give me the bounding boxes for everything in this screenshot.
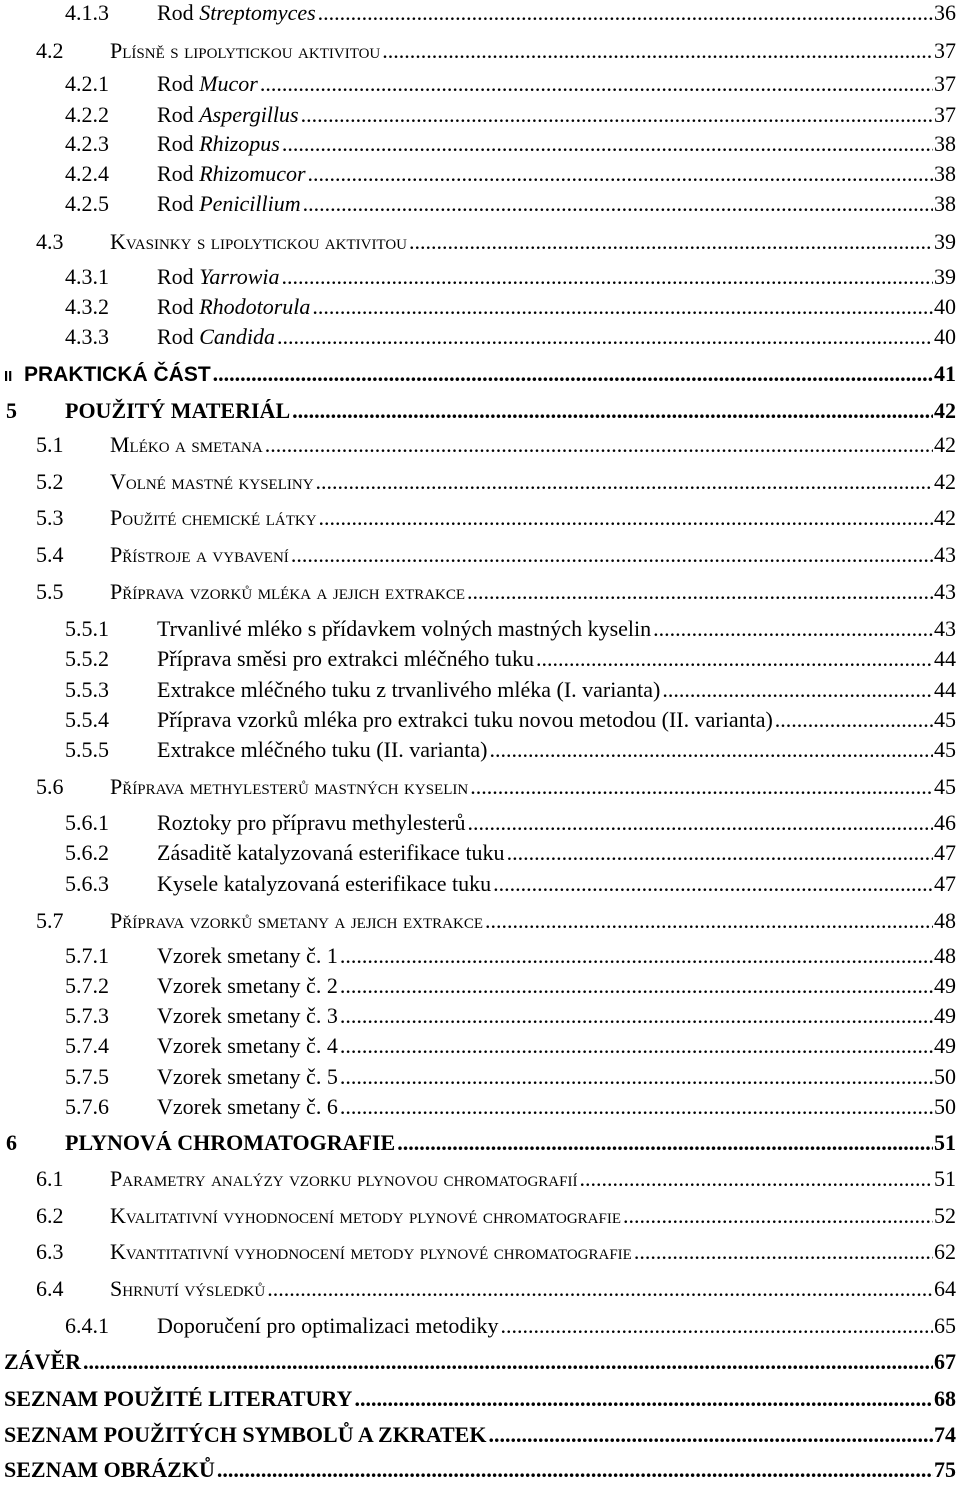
- entry-number: 4.2.2: [65, 102, 109, 127]
- toc-entry[interactable]: [0, 705, 960, 735]
- dot-leader: [301, 100, 933, 130]
- entry-page: 39: [934, 264, 956, 289]
- toc-entry[interactable]: [0, 159, 960, 189]
- entry-number: 4.3.2: [65, 294, 109, 319]
- dot-leader: [354, 1384, 933, 1414]
- dot-leader: [217, 1455, 933, 1485]
- dot-leader: [501, 1311, 933, 1341]
- toc-entry[interactable]: [0, 644, 960, 674]
- entry-title: Přístroje a vybavení: [110, 542, 289, 567]
- dot-leader: [291, 540, 933, 570]
- entry-title: SEZNAM POUŽITÉ LITERATURY: [4, 1386, 353, 1411]
- toc-entry[interactable]: [0, 322, 960, 352]
- entry-number: 6.4.1: [65, 1313, 109, 1338]
- entry-page: 49: [934, 1003, 956, 1028]
- chapter-number: 5: [6, 398, 17, 423]
- dot-leader: [292, 396, 933, 426]
- entry-page: 68: [934, 1386, 956, 1411]
- dot-leader: [277, 322, 933, 352]
- toc-entry[interactable]: [0, 503, 960, 533]
- entry-title: Rod Aspergillus: [157, 102, 299, 127]
- entry-page: 43: [934, 616, 956, 641]
- entry-number: 5.5.2: [65, 646, 109, 671]
- entry-number: 5.4: [36, 542, 64, 567]
- dot-leader: [493, 869, 933, 899]
- dot-leader: [397, 1128, 933, 1158]
- entry-number: 5.5.5: [65, 737, 109, 762]
- dot-leader: [282, 129, 933, 159]
- entry-number: 5.7.2: [65, 973, 109, 998]
- entry-page: 52: [934, 1203, 956, 1228]
- entry-number: 5.2: [36, 469, 64, 494]
- dot-leader: [536, 644, 933, 674]
- dot-leader: [282, 262, 934, 292]
- entry-number: 5.7.1: [65, 943, 109, 968]
- entry-page: 36: [934, 0, 956, 25]
- entry-number: 5.3: [36, 505, 64, 530]
- entry-page: 37: [934, 38, 956, 63]
- entry-title: Volné mastné kyseliny: [110, 469, 314, 494]
- dot-leader: [260, 69, 933, 99]
- entry-title: Použité chemické látky: [110, 505, 317, 530]
- entry-page: 41: [934, 361, 956, 386]
- dot-leader: [485, 906, 933, 936]
- toc-entry[interactable]: [0, 1274, 960, 1304]
- toc-entry[interactable]: [0, 614, 960, 644]
- toc-entry[interactable]: [0, 1201, 960, 1231]
- entry-number: 6.4: [36, 1276, 64, 1301]
- entry-number: 4.1.3: [65, 0, 109, 25]
- entry-page: 40: [934, 324, 956, 349]
- entry-page: 49: [934, 1033, 956, 1058]
- dot-leader: [775, 705, 933, 735]
- entry-title: Vzorek smetany č. 4: [157, 1033, 338, 1058]
- toc-entry[interactable]: [0, 735, 960, 765]
- toc-entry[interactable]: [0, 467, 960, 497]
- dot-leader: [623, 1201, 933, 1231]
- entry-number: 5.7.3: [65, 1003, 109, 1028]
- toc-entry[interactable]: [0, 1062, 960, 1092]
- toc-entry[interactable]: [0, 577, 960, 607]
- toc-entry[interactable]: [0, 675, 960, 705]
- toc-entry[interactable]: [0, 838, 960, 868]
- entry-number: 6.1: [36, 1166, 64, 1191]
- toc-entry[interactable]: [0, 0, 960, 28]
- entry-page: 51: [934, 1166, 956, 1191]
- entry-title: Kvantitativní vyhodnocení metody plynové chromatografie: [110, 1239, 632, 1264]
- toc-chapter-entry[interactable]: [0, 1420, 960, 1450]
- entry-page: 50: [934, 1064, 956, 1089]
- toc-chapter-entry[interactable]: [0, 1455, 960, 1485]
- entry-title: Příprava vzorků smetany a jejich extrakce: [110, 908, 484, 933]
- dot-leader: [83, 1347, 933, 1377]
- toc-chapter-entry[interactable]: [0, 396, 960, 426]
- entry-title: SEZNAM OBRÁZKŮ: [4, 1457, 215, 1482]
- toc-entry[interactable]: [0, 227, 960, 257]
- entry-title: Příprava vzorků mléka a jejich extrakce: [110, 579, 466, 604]
- entry-title: Vzorek smetany č. 2: [157, 973, 338, 998]
- toc-entry[interactable]: [0, 292, 960, 322]
- toc-entry[interactable]: [0, 1031, 960, 1061]
- entry-page: 45: [934, 737, 956, 762]
- entry-page: 47: [934, 840, 956, 865]
- entry-number: 4.3.3: [65, 324, 109, 349]
- dot-leader: [340, 1092, 933, 1122]
- dot-leader: [316, 467, 933, 497]
- entry-page: 74: [934, 1422, 956, 1447]
- entry-page: 46: [934, 810, 956, 835]
- toc-entry[interactable]: [0, 540, 960, 570]
- toc-entry[interactable]: [0, 1311, 960, 1341]
- entry-page: 38: [934, 191, 956, 216]
- dot-leader: [470, 772, 933, 802]
- dot-leader: [488, 1420, 933, 1450]
- entry-page: 44: [934, 677, 956, 702]
- entry-number: 5.6.2: [65, 840, 109, 865]
- entry-number: 5.6: [36, 774, 64, 799]
- entry-number: 4.3.1: [65, 264, 109, 289]
- entry-number: 5.7.4: [65, 1033, 109, 1058]
- toc-entry[interactable]: [0, 971, 960, 1001]
- entry-title: Extrakce mléčného tuku (II. varianta): [157, 737, 488, 762]
- entry-title: Příprava vzorků mléka pro extrakci tuku novou metodou (II. varianta): [157, 707, 773, 732]
- entry-title: Kvalitativní vyhodnocení metody plynové chromatografie: [110, 1203, 622, 1228]
- entry-title: Vzorek smetany č. 1: [157, 943, 338, 968]
- entry-number: 5.5.3: [65, 677, 109, 702]
- entry-number: 4.2: [36, 38, 64, 63]
- entry-page: 42: [934, 432, 956, 457]
- entry-title: Rod Mucor: [157, 71, 258, 96]
- dot-leader: [579, 1164, 933, 1194]
- entry-title: Doporučení pro optimalizaci metodiky: [157, 1313, 499, 1338]
- entry-page: 39: [934, 229, 956, 254]
- entry-number: 4.2.1: [65, 71, 109, 96]
- entry-title: Rod Rhizomucor: [157, 161, 306, 186]
- dot-leader: [653, 614, 933, 644]
- entry-title: Rod Yarrowia: [157, 264, 280, 289]
- toc-entry[interactable]: [0, 869, 960, 899]
- dot-leader: [265, 430, 933, 460]
- entry-page: 38: [934, 161, 956, 186]
- dot-leader: [489, 735, 933, 765]
- part-number: II: [4, 368, 13, 385]
- dot-leader: [340, 1001, 933, 1031]
- dot-leader: [382, 36, 933, 66]
- entry-page: 51: [934, 1130, 956, 1155]
- entry-page: 42: [934, 505, 956, 530]
- entry-number: 5.5: [36, 579, 64, 604]
- entry-page: 47: [934, 871, 956, 896]
- dot-leader: [634, 1237, 933, 1267]
- entry-page: 45: [934, 774, 956, 799]
- dot-leader: [213, 359, 933, 389]
- toc-entry[interactable]: [0, 69, 960, 99]
- entry-title: Rod Candida: [157, 324, 275, 349]
- entry-title: Vzorek smetany č. 3: [157, 1003, 338, 1028]
- entry-number: 4.3: [36, 229, 64, 254]
- entry-page: 42: [934, 469, 956, 494]
- entry-title: Kvasinky s lipolytickou aktivitou: [110, 229, 407, 254]
- entry-page: 48: [934, 943, 956, 968]
- toc-entry[interactable]: [0, 808, 960, 838]
- entry-title: Rod Streptomyces: [157, 0, 316, 25]
- toc-entry[interactable]: [0, 129, 960, 159]
- toc-chapter-entry[interactable]: [0, 1384, 960, 1414]
- entry-title: Shrnutí výsledků: [110, 1276, 266, 1301]
- dot-leader: [312, 292, 933, 322]
- entry-title: Vzorek smetany č. 6: [157, 1094, 338, 1119]
- entry-title: PRAKTICKÁ ČÁST: [24, 363, 211, 386]
- dot-leader: [319, 503, 933, 533]
- entry-page: 67: [934, 1349, 956, 1374]
- entry-number: 5.7.6: [65, 1094, 109, 1119]
- dot-leader: [409, 227, 933, 257]
- toc-entry[interactable]: [0, 189, 960, 219]
- entry-page: 44: [934, 646, 956, 671]
- entry-number: 5.7: [36, 908, 64, 933]
- entry-page: 42: [934, 398, 956, 423]
- entry-page: 37: [934, 71, 956, 96]
- dot-leader: [340, 1062, 933, 1092]
- toc-chapter-entry[interactable]: [0, 1128, 960, 1158]
- entry-title: POUŽITÝ MATERIÁL: [65, 398, 291, 423]
- entry-title: Příprava methylesterů mastných kyselin: [110, 774, 469, 799]
- entry-page: 48: [934, 908, 956, 933]
- entry-page: 50: [934, 1094, 956, 1119]
- entry-title: Parametry analýzy vzorku plynovou chromatografií: [110, 1166, 578, 1191]
- entry-page: 45: [934, 707, 956, 732]
- entry-number: 4.2.5: [65, 191, 109, 216]
- entry-title: Roztoky pro přípravu methylesterů: [157, 810, 466, 835]
- entry-page: 37: [934, 102, 956, 127]
- entry-title: Trvanlivé mléko s přídavkem volných mastných kyselin: [157, 616, 652, 641]
- entry-title: Extrakce mléčného tuku z trvanlivého mléka (I. varianta): [157, 677, 661, 702]
- entry-number: 5.5.1: [65, 616, 109, 641]
- entry-title: Kysele katalyzovaná esterifikace tuku: [157, 871, 492, 896]
- entry-title: Rod Rhizopus: [157, 131, 280, 156]
- toc-entry[interactable]: [0, 1164, 960, 1194]
- entry-title: Rod Penicillium: [157, 191, 301, 216]
- entry-number: 5.1: [36, 432, 64, 457]
- entry-page: 40: [934, 294, 956, 319]
- entry-number: 6.3: [36, 1239, 64, 1264]
- toc-part-entry[interactable]: [0, 359, 960, 389]
- chapter-number: 6: [6, 1130, 17, 1155]
- toc-entry[interactable]: [0, 100, 960, 130]
- toc-entry[interactable]: [0, 1001, 960, 1031]
- entry-title: Rod Rhodotorula: [157, 294, 311, 319]
- dot-leader: [507, 838, 933, 868]
- dot-leader: [308, 159, 933, 189]
- entry-page: 38: [934, 131, 956, 156]
- entry-title: Mléko a smetana: [110, 432, 263, 457]
- toc-entry[interactable]: [0, 262, 960, 292]
- dot-leader: [340, 1031, 933, 1061]
- entry-number: 5.6.3: [65, 871, 109, 896]
- toc-entry[interactable]: [0, 430, 960, 460]
- entry-page: 49: [934, 973, 956, 998]
- entry-page: 62: [934, 1239, 956, 1264]
- dot-leader: [318, 0, 933, 28]
- dot-leader: [662, 675, 933, 705]
- entry-number: 5.5.4: [65, 707, 109, 732]
- dot-leader: [467, 577, 933, 607]
- entry-number: 5.7.5: [65, 1064, 109, 1089]
- dot-leader: [267, 1274, 933, 1304]
- toc-entry[interactable]: [0, 1092, 960, 1122]
- dot-leader: [340, 941, 933, 971]
- dot-leader: [303, 189, 933, 219]
- entry-title: Zásaditě katalyzovaná esterifikace tuku: [157, 840, 505, 865]
- entry-title: Vzorek smetany č. 5: [157, 1064, 338, 1089]
- entry-page: 64: [934, 1276, 956, 1301]
- entry-title: Plísně s lipolytickou aktivitou: [110, 38, 381, 63]
- entry-page: 75: [934, 1457, 956, 1482]
- entry-title: ZÁVĚR: [4, 1349, 82, 1374]
- entry-number: 6.2: [36, 1203, 64, 1228]
- entry-page: 43: [934, 542, 956, 567]
- dot-leader: [468, 808, 933, 838]
- entry-number: 5.6.1: [65, 810, 109, 835]
- entry-title: PLYNOVÁ CHROMATOGRAFIE: [65, 1130, 396, 1155]
- toc-entry[interactable]: [0, 772, 960, 802]
- toc-chapter-entry[interactable]: [0, 1347, 960, 1377]
- entry-page: 65: [934, 1313, 956, 1338]
- entry-number: 4.2.4: [65, 161, 109, 186]
- toc-entry[interactable]: [0, 1237, 960, 1267]
- toc-entry[interactable]: [0, 941, 960, 971]
- dot-leader: [340, 971, 933, 1001]
- entry-page: 43: [934, 579, 956, 604]
- entry-number: 4.2.3: [65, 131, 109, 156]
- toc-entry[interactable]: [0, 36, 960, 66]
- toc-entry[interactable]: [0, 906, 960, 936]
- entry-title: Příprava směsi pro extrakci mléčného tuku: [157, 646, 534, 671]
- entry-title: SEZNAM POUŽITÝCH SYMBOLŮ A ZKRATEK: [4, 1422, 487, 1447]
